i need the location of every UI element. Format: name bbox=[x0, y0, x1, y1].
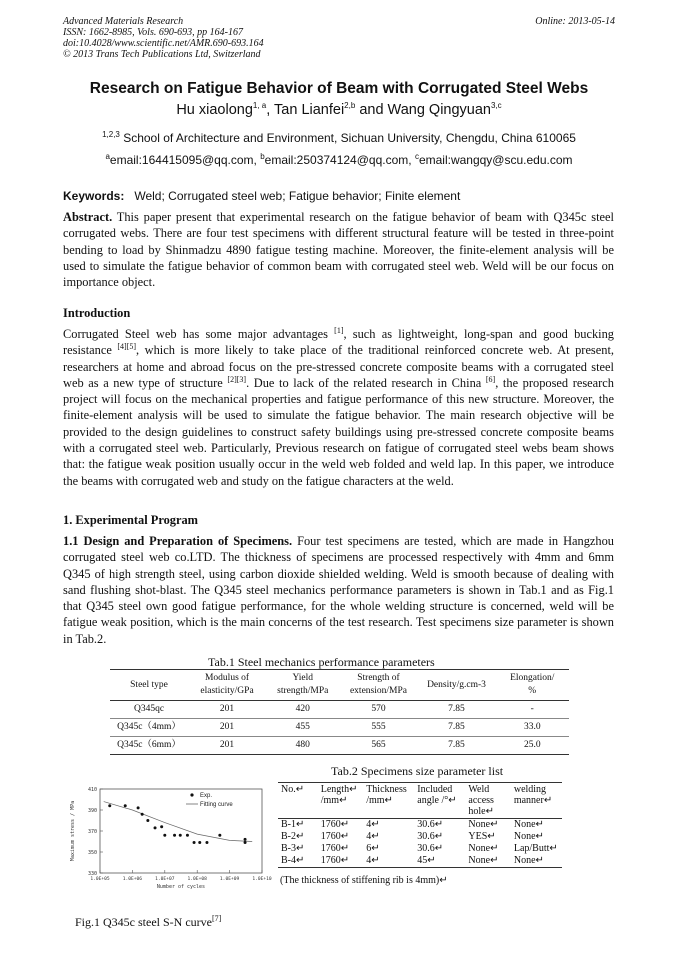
table-1-header-0: Steel type bbox=[110, 670, 188, 701]
table-1-cell: 201 bbox=[188, 737, 266, 755]
table-2-cell: B-3↵ bbox=[281, 843, 305, 854]
x-tick-label: 1.0E+06 bbox=[122, 877, 143, 882]
table-2-cell: None↵ bbox=[468, 819, 499, 830]
table-1-header-4: Density/g.cm-3 bbox=[417, 670, 495, 701]
abstract-label: Abstract. bbox=[63, 210, 113, 224]
email-c: email:wangqy@scu.edu.com bbox=[418, 153, 573, 167]
ref-4-5: [4][5] bbox=[117, 342, 137, 352]
figure-1-caption-ref: [7] bbox=[211, 914, 222, 923]
exp-data-point bbox=[193, 841, 196, 844]
table-1-cell: 420 bbox=[266, 701, 339, 719]
x-tick-label: 1.0E+09 bbox=[219, 877, 240, 882]
table-2 bbox=[278, 782, 562, 868]
doi: doi:10.4028/www.scientific.net/AMR.690-693.164 bbox=[63, 38, 264, 49]
figure-1-caption bbox=[75, 915, 221, 930]
table-2-cell: Lap/Butt↵ bbox=[513, 843, 558, 854]
ref-2-3: [2][3] bbox=[227, 374, 247, 384]
x-axis-label: Number of cycles bbox=[156, 884, 206, 890]
exp-data-point bbox=[244, 841, 247, 844]
keywords-label: Keywords: bbox=[63, 189, 125, 203]
exp-data-point bbox=[160, 825, 163, 828]
table-1-caption: Tab.1 Steel mechanics performance parameters bbox=[208, 655, 435, 669]
table-2-header-2: Thickness /mm↵ bbox=[363, 783, 414, 819]
table-2-cell: B-2↵ bbox=[281, 831, 305, 842]
y-tick-label: 390 bbox=[87, 808, 97, 814]
email-b: email:250374124@qq.com, bbox=[264, 153, 415, 167]
email-b-sup: b bbox=[260, 152, 265, 161]
table-2-caption: Tab.2 Specimens size parameter list bbox=[331, 764, 504, 778]
table-2-note: (The thickness of stiffening rib is 4mm)↵ bbox=[280, 875, 448, 886]
y-tick-label: 330 bbox=[87, 871, 97, 877]
keywords-text: Weld; Corrugated steel web; Fatigue behavior; Finite element bbox=[134, 189, 461, 203]
intro-paragraph bbox=[63, 326, 614, 489]
table-2-header-5: welding manner↵ bbox=[511, 783, 562, 819]
y-axis-label: Maximum stress / MPa bbox=[70, 800, 76, 862]
exp-data-point bbox=[137, 806, 140, 809]
table-1-cell: 33.0 bbox=[496, 719, 570, 737]
table-2-header-3: Included angle /°↵ bbox=[414, 783, 465, 819]
email-a: email:164415095@qq.com, bbox=[109, 153, 261, 167]
sn-curve-chart bbox=[64, 783, 272, 893]
table-2-cell: 1760↵ bbox=[320, 819, 350, 830]
affiliation-sup: 1,2,3 bbox=[102, 130, 120, 139]
table-row bbox=[110, 719, 569, 737]
exp-data-point bbox=[244, 838, 247, 841]
table-2-cell: 4↵ bbox=[366, 819, 380, 830]
table-row bbox=[110, 737, 569, 755]
table-2-header-4: Weld access hole↵ bbox=[465, 783, 510, 819]
issn: ISSN: 1662-8985, Vols. 690-693, pp 164-167 bbox=[63, 27, 243, 38]
table-2-cell: 1760↵ bbox=[318, 855, 363, 868]
table-2-cell: 1760↵ bbox=[320, 831, 350, 842]
table-1-cell: 201 bbox=[188, 701, 266, 719]
table-1-cell: 7.85 bbox=[417, 701, 495, 719]
table-1-cell: 565 bbox=[339, 737, 417, 755]
section-1-1-heading: 1.1 Design and Preparation of Specimens. bbox=[63, 534, 293, 548]
table-2-cell: 45↵ bbox=[414, 855, 465, 868]
author-1-sup: 1, a bbox=[252, 101, 267, 111]
table-1-cell: 555 bbox=[339, 719, 417, 737]
exp-data-point bbox=[173, 834, 176, 837]
paper-title: Research on Fatigue Behavior of Beam with Corrugated Steel Webs bbox=[89, 80, 589, 97]
author-2: Tan Lianfei bbox=[274, 102, 345, 118]
table-1-cell: 570 bbox=[339, 701, 417, 719]
exp-data-point bbox=[218, 834, 221, 837]
exp-data-point bbox=[205, 841, 208, 844]
email-c-sup: c bbox=[414, 152, 419, 161]
y-tick-label: 410 bbox=[87, 787, 97, 793]
exp-data-point bbox=[124, 804, 127, 807]
copyright: © 2013 Trans Tech Publications Ltd, Switzerland bbox=[63, 49, 261, 60]
table-2-cell: B-4↵ bbox=[278, 855, 318, 868]
keywords bbox=[63, 189, 460, 203]
table-2-cell: 30.6↵ bbox=[417, 843, 444, 854]
legend-exp-label: Exp. bbox=[200, 793, 213, 799]
author-sep-1: , bbox=[266, 102, 275, 118]
emails bbox=[0, 153, 678, 167]
exp-data-point bbox=[186, 834, 189, 837]
section-1-1-text: Four test specimens are tested, which are made in Hangzhou corrugated steel web co.LTD. The thickness of specimens are processed respectively with 4mm and 6mm Q345 of high strength steel, using carbon dioxide shielded welding. Weld is smooth because of dealing with sand flushing shot-blast. The Q345 steel mechanics performance parameters is shown in Tab.1 and as Fig.1 that Q345 steel own good fatigue performance, for the whole welding structure is concerned, weld will be fatigue weak position, which is the main concerns of the test research. Test specimens size parameter is shown in Tab.2. bbox=[63, 534, 614, 646]
table-2-cell: YES↵ bbox=[468, 831, 496, 842]
table-2-cell: 4↵ bbox=[363, 855, 414, 868]
table-2-cell: 4↵ bbox=[366, 831, 380, 842]
abstract bbox=[63, 209, 614, 290]
author-sep-2: and bbox=[355, 102, 388, 118]
intro-text-3: , which is more likely to take place of the traditional reinforced concrete web. At present, researchers at home and abroad focus on the pre-stressed concrete composite beams with a corrugated steel web as a new type of structure bbox=[63, 343, 614, 390]
plot-frame bbox=[100, 789, 262, 873]
table-1-cell: 7.85 bbox=[417, 737, 495, 755]
ref-1: [1] bbox=[334, 325, 344, 335]
legend-fit-label: Fitting curve bbox=[200, 802, 233, 808]
y-tick-label: 350 bbox=[87, 850, 97, 856]
authors-line bbox=[0, 102, 678, 118]
table-1 bbox=[110, 669, 569, 755]
table-1-cell: 25.0 bbox=[496, 737, 570, 755]
author-2-sup: 2,b bbox=[344, 101, 356, 111]
exp-data-point bbox=[146, 819, 149, 822]
figure-1-caption-text: Fig.1 Q345c steel S-N curve bbox=[75, 915, 212, 929]
affiliation-text: School of Architecture and Environment, Sichuan University, Chengdu, China 610065 bbox=[119, 131, 576, 145]
table-row bbox=[278, 831, 562, 843]
legend-exp-marker bbox=[190, 793, 193, 796]
x-tick-label: 1.0E+10 bbox=[252, 877, 272, 882]
table-1-cell: 480 bbox=[266, 737, 339, 755]
exp-data-point bbox=[179, 834, 182, 837]
author-1: Hu xiaolong bbox=[176, 102, 253, 118]
table-2-cell: 1760↵ bbox=[320, 843, 350, 854]
exp-data-point bbox=[154, 826, 157, 829]
table-1-cell: Q345c（4mm） bbox=[110, 719, 188, 737]
journal-header bbox=[63, 16, 264, 60]
table-1-cell: Q345c（6mm） bbox=[110, 737, 188, 755]
table-row bbox=[278, 843, 562, 855]
table-2-cell: None↵ bbox=[513, 831, 544, 842]
table-row bbox=[278, 819, 562, 832]
table-1-cell: 201 bbox=[188, 719, 266, 737]
exp-data-point bbox=[163, 834, 166, 837]
table-2-header-0: No.↵ bbox=[278, 783, 318, 819]
affiliation bbox=[0, 131, 678, 145]
table-2-cell: 6↵ bbox=[366, 843, 380, 854]
table-1-header-2: Yield strength/MPa bbox=[266, 670, 339, 701]
table-2-cell: None↵ bbox=[465, 855, 510, 868]
table-2-cell: None↵ bbox=[511, 855, 562, 868]
table-1-cell: Q345qc bbox=[110, 701, 188, 719]
table-2-cell: None↵ bbox=[468, 843, 499, 854]
author-3: Wang Qingyuan bbox=[387, 102, 491, 118]
table-2-header-1: Length↵ /mm↵ bbox=[318, 783, 363, 819]
online-date: Online: 2013-05-14 bbox=[535, 16, 615, 27]
table-1-cell: - bbox=[496, 701, 570, 719]
x-tick-label: 1.0E+05 bbox=[90, 877, 110, 882]
table-1-cell: 7.85 bbox=[417, 719, 495, 737]
journal-name: Advanced Materials Research bbox=[63, 16, 184, 27]
table-1-cell: 455 bbox=[266, 719, 339, 737]
table-2-cell: 30.6↵ bbox=[417, 819, 444, 830]
author-3-sup: 3,c bbox=[491, 101, 502, 111]
intro-text-2: , such as lightweight, long-span and good bucking resistance bbox=[63, 327, 614, 358]
table-2-cell: B-1↵ bbox=[281, 819, 305, 830]
exp-data-point bbox=[141, 813, 144, 816]
table-1-header-5: Elongation/ % bbox=[496, 670, 570, 701]
ref-6: [6] bbox=[485, 374, 496, 384]
table-row bbox=[110, 701, 569, 719]
abstract-text: This paper present that experimental research on the fatigue behavior of beam with Q345c steel corrugated webs. There are four test specimens with different structural feature will be tested in three-point bending to load by Shinmadzu 4890 fatigue testing machine. Moreover, the finite-element analysis will be used to simulate the fatigue behavior of common beam with corrugated steel web. Weld will be our focus on importance object. bbox=[63, 210, 614, 290]
table-row bbox=[278, 855, 562, 868]
section-1-heading: 1. Experimental Program bbox=[63, 513, 199, 527]
intro-text-5: , the proposed research project will focus on the mechanical properties and fatigue performance of this new structure. Moreover, the finite-element analysis will be used to simulate the fatigue behavior. The main research objective will be provided to the design guidelines to construct safety buildings using pre-stressed concrete composite beams with a corrugated steel web. Particularly, Previous research on fatigue of corrugated steel webs beam shows that: the fatigue weak position usually occur in the weld web folded and weld lap. In this paper, we introduce the beams with corrugated web and study on the fatigue characters at the weld. bbox=[63, 375, 614, 488]
x-tick-label: 1.0E+07 bbox=[155, 877, 175, 882]
intro-heading: Introduction bbox=[63, 306, 131, 320]
table-1-header-3: Strength of extension/MPa bbox=[339, 670, 417, 701]
email-a-sup: a bbox=[105, 152, 110, 161]
table-2-cell: None↵ bbox=[513, 819, 544, 830]
table-2-cell: 30.6↵ bbox=[417, 831, 444, 842]
section-1-1-paragraph bbox=[63, 533, 614, 647]
intro-text-1: Corrugated Steel web has some major advantages bbox=[63, 327, 335, 341]
x-tick-label: 1.0E+08 bbox=[187, 877, 207, 882]
y-tick-label: 370 bbox=[87, 829, 97, 835]
table-1-header-1: Modulus of elasticity/GPa bbox=[188, 670, 266, 701]
exp-data-point bbox=[108, 804, 111, 807]
exp-data-point bbox=[198, 841, 201, 844]
intro-text-4: . Due to lack of the related research in China bbox=[246, 375, 486, 390]
